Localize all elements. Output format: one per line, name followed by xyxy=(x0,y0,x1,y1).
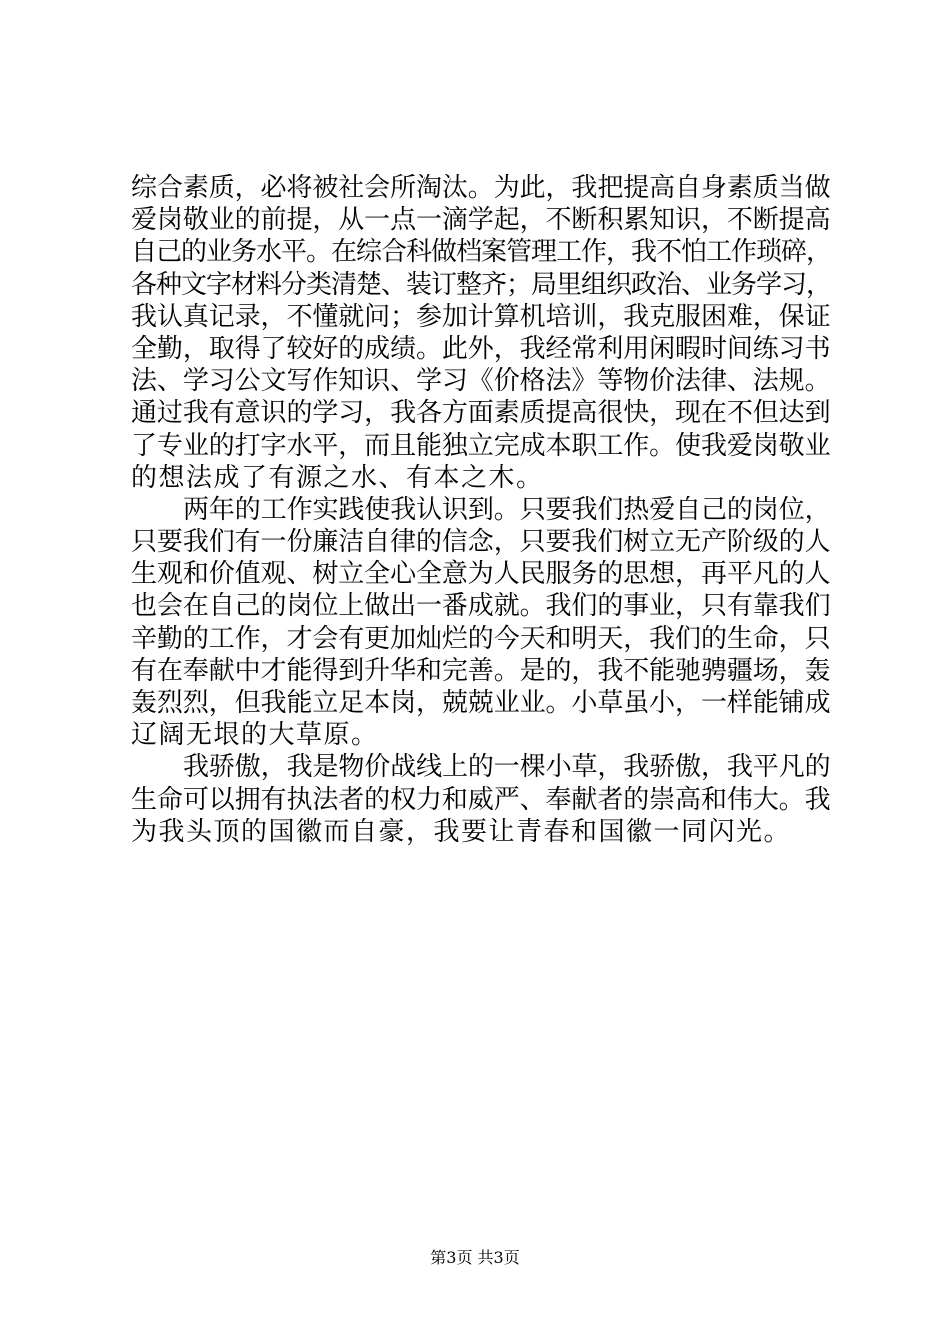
text-line: 生命可以拥有执法者的权力和威严、奉献者的崇高和伟大。我 xyxy=(131,784,831,815)
page-number-footer: 第3页 共3页 xyxy=(430,1248,520,1267)
text-line: 两年的工作实践使我认识到。只要我们热爱自己的岗位， xyxy=(183,494,831,525)
text-line: 通过我有意识的学习，我各方面素质提高很快，现在不但达到 xyxy=(131,398,831,429)
text-line: 自己的业务水平。在综合科做档案管理工作，我不怕工作琐碎， xyxy=(131,237,832,268)
text-line: 轰烈烈，但我能立足本岗，兢兢业业。小草虽小，一样能铺成 xyxy=(131,688,831,718)
text-line: 只要我们有一份廉洁自律的信念，只要我们树立无产阶级的人 xyxy=(131,527,831,558)
text-line: 法、学习公文写作知识、学习《价格法》等物价法律、法规。 xyxy=(131,366,831,397)
text-line: 了专业的打字水平，而且能独立完成本职工作。使我爱岗敬业 xyxy=(131,430,831,461)
text-line: 有在奉献中才能得到升华和完善。是的，我不能驰骋疆场，轰 xyxy=(131,655,831,686)
paragraph-1 xyxy=(131,172,831,494)
text-line: 全勤，取得了较好的成绩。此外，我经常利用闲暇时间练习书 xyxy=(131,333,831,364)
text-line: 为我头顶的国徽而自豪，我要让青春和国徽一同闪光。 xyxy=(131,816,792,847)
paragraph-3 xyxy=(131,751,831,848)
paragraph-2 xyxy=(131,494,831,752)
text-line: 辽阔无垠的大草原。 xyxy=(131,720,379,751)
text-line: 也会在自己的岗位上做出一番成就。我们的事业，只有靠我们 xyxy=(131,591,831,622)
document-body xyxy=(131,172,831,848)
text-line: 的想法成了有源之水、有本之木。 xyxy=(131,462,544,493)
text-line: 辛勤的工作，才会有更加灿烂的今天和明天，我们的生命，只 xyxy=(131,623,831,654)
text-line: 生观和价值观、树立全心全意为人民服务的思想，再平凡的人 xyxy=(131,559,831,590)
text-line: 爱岗敬业的前提，从一点一滴学起，不断积累知识，不断提高 xyxy=(131,205,831,236)
text-line: 综合素质，必将被社会所淘汰。为此，我把提高自身素质当做 xyxy=(131,173,831,203)
text-line: 我认真记录，不懂就问；参加计算机培训，我克服困难，保证 xyxy=(131,301,831,332)
text-line: 我骄傲，我是物价战线上的一棵小草，我骄傲，我平凡的 xyxy=(183,752,831,783)
text-line: 各种文字材料分类清楚、装订整齐；局里组织政治、业务学习， xyxy=(131,269,832,300)
